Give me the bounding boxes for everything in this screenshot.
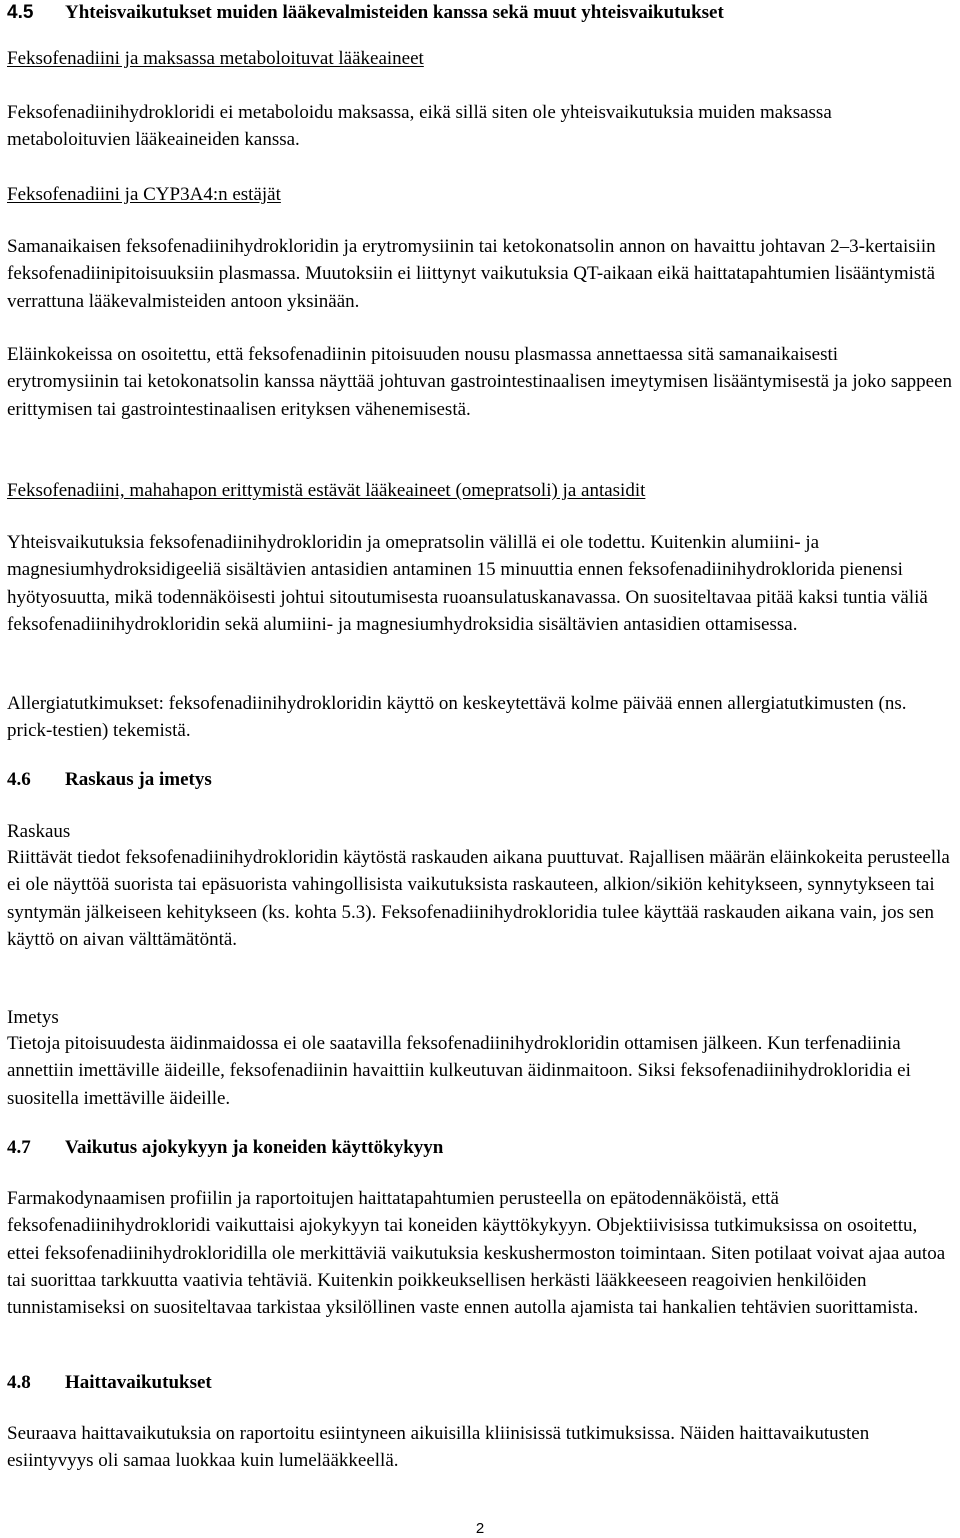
paragraph-animal-studies: Eläinkokeissa on osoitettu, että feksofenadiinin pitoisuuden nousu plasmassa annettaessa sitä samanaikaisesti erytromysiinin tai ketokonatsolin kanssa näyttää johtuvan gastrointestinaalisen imeytymisen lisääntymisestä ja joko sappeen erittymisen tai gastrointestinaalisen erityksen vähenemisestä. bbox=[7, 344, 953, 420]
section-title: Haittavaikutukset bbox=[65, 1372, 212, 1393]
paragraph-driving: Farmakodynaamisen profiilin ja raportoitujen haittatapahtumien perusteella on epätodennäköistä, että feksofenadiinihydrokloridi vaikuttaisi ajokykyyn tai koneiden käyttökykyyn. Objektiivisissa tutkimuksissa on osoitettu, ettei feksofenadiinihydrokloridilla ole merkittäviä vaikutuksia keskushermoston toimintaan. Siten potilaat voivat ajaa autoa tai suorittaa tarkkuutta vaativia tehtäviä. Kuitenkin poikkeuksellisen herkästi lääkkeeseen reagoivien henkilöiden tunnistamiseksi on suositeltavaa tarkistaa yksilöllinen vaste ennen autolla ajamista tai hankalien tehtävien suorittamista. bbox=[7, 1188, 946, 1319]
section-heading-4-8 bbox=[7, 1369, 212, 1396]
paragraph-antacids: Yhteisvaikutuksia feksofenadiinihydrokloridin ja omepratsolin välillä ei ole todettu. Kuitenkin alumiini- ja magnesiumhydroksidigeeliä sisältävien antasidien antaminen 15 minuuttia ennen feksofenadiinihydroklorida pienensi hyötyosuutta, mikä todennäköisesti johtui sitoutumisesta ruoansulatuskanavassa. On suositeltavaa pitää kaksi tuntia väliä feksofenadiinihydrokloridin sekä alumiini- ja magnesiumhydroksidia sisältävien antasidien ottamisessa. bbox=[7, 532, 928, 635]
section-heading-4-5 bbox=[7, 0, 724, 26]
section-number: 4.5 bbox=[7, 2, 34, 23]
page-number: 2 bbox=[475, 1520, 485, 1537]
section-number: 4.6 bbox=[7, 769, 31, 790]
paragraph-pregnancy: Riittävät tiedot feksofenadiinihydrokloridin käytöstä raskauden aikana puuttuvat. Rajallisen määrän eläinkokeita perusteella ei ole näyttöä suorista tai epäsuorista vahingollisista vaikutuksista raskauteen, alkion/sikiön kehitykseen, synnytykseen tai syntymän jälkeiseen kehitykseen (ks. kohta 5.3). Feksofenadiinihydrokloridia tulee käyttää raskauden aikana vain, jos sen käyttö on aivan välttämätöntä. bbox=[7, 847, 950, 950]
section-title: Vaikutus ajokykyyn ja koneiden käyttökykyyn bbox=[65, 1137, 444, 1158]
subheading-lactation: Imetys bbox=[7, 1007, 59, 1028]
section-title: Yhteisvaikutukset muiden lääkevalmisteiden kanssa sekä muut yhteisvaikutukset bbox=[65, 2, 724, 23]
paragraph-adverse-effects: Seuraava haittavaikutuksia on raportoitu esiintyneen aikuisilla kliinisissä tutkimuksissa. Näiden haittavaikutusten esiintyvyys oli samaa luokkaa kuin lumelääkkeellä. bbox=[7, 1423, 870, 1472]
section-title: Raskaus ja imetys bbox=[65, 769, 212, 790]
subheading-antacids: Feksofenadiini, mahahapon erittymistä estävät lääkeaineet (omepratsoli) ja antasidit bbox=[7, 480, 646, 501]
section-number: 4.8 bbox=[7, 1372, 31, 1393]
section-heading-4-7 bbox=[7, 1134, 443, 1161]
section-heading-4-6 bbox=[7, 766, 212, 793]
subheading-pregnancy: Raskaus bbox=[7, 821, 71, 842]
subheading-cyp3a4: Feksofenadiini ja CYP3A4:n estäjät bbox=[7, 184, 281, 205]
section-number: 4.7 bbox=[7, 1137, 31, 1158]
paragraph-allergy-tests: Allergiatutkimukset: feksofenadiinihydrokloridin käyttö on keskeytettävä kolme päivää ennen allergiatutkimusten (ns. prick-testien) tekemistä. bbox=[7, 693, 907, 742]
paragraph-cyp3a4: Samanaikaisen feksofenadiinihydrokloridin ja erytromysiinin tai ketokonatsolin annon on havaittu johtavan 2–3-kertaisiin feksofenadiinipitoisuuksiin plasmassa. Muutoksiin ei liittynyt vaikutuksia QT-aikaan eikä haittatapahtumien lisääntymistä verrattuna lääkevalmisteiden antoon yksinään. bbox=[7, 236, 936, 312]
paragraph-liver-metabolism: Feksofenadiinihydrokloridi ei metaboloidu maksassa, eikä sillä siten ole yhteisvaikutuksia muiden maksassa metaboloituvien lääkeaineiden kanssa. bbox=[7, 102, 832, 151]
subheading-liver-metabolism: Feksofenadiini ja maksassa metaboloituvat lääkeaineet bbox=[7, 48, 424, 69]
paragraph-lactation: Tietoja pitoisuudesta äidinmaidossa ei ole saatavilla feksofenadiinihydrokloridin ottamisen jälkeen. Kun terfenadiinia annettiin imettäville äideille, feksofenadiinin havaittiin kulkeutuvan äidinmaitoon. Siksi feksofenadiinihydrokloridia ei suositella imettäville äideille. bbox=[7, 1033, 911, 1109]
